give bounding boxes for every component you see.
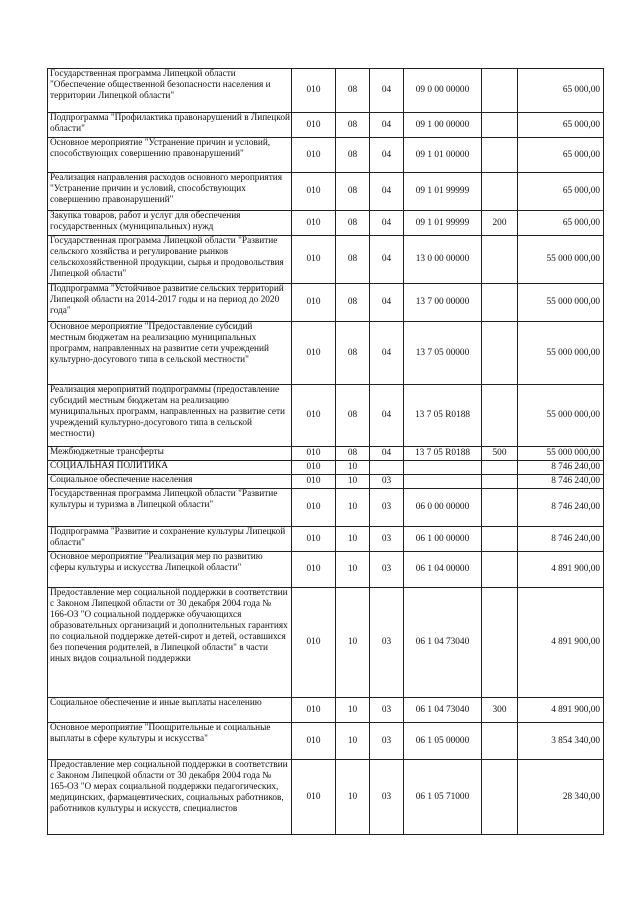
target-article-cell: 06 1 00 00000 — [404, 527, 482, 552]
row-name-cell: Основное мероприятие "Предоставление субсидий местным бюджетам на реализацию муниципальных программ, направленных на развитие сети учреждений культурно-досугового типа в сельской местности" — [48, 322, 292, 385]
table-row — [48, 211, 604, 236]
subsection-code-cell: 04 — [370, 69, 404, 113]
subsection-code-cell: 04 — [370, 447, 404, 461]
section-code-cell: 10 — [336, 489, 370, 527]
target-article-cell: 06 1 04 00000 — [404, 552, 482, 588]
expense-type-cell: 500 — [482, 447, 518, 461]
section-code-cell: 08 — [336, 173, 370, 211]
ministry-code-cell: 010 — [292, 723, 336, 760]
subsection-code-cell: 03 — [370, 760, 404, 835]
ministry-code-cell: 010 — [292, 527, 336, 552]
subsection-code-cell: 03 — [370, 489, 404, 527]
target-article-cell: 06 1 05 00000 — [404, 723, 482, 760]
table-row — [48, 489, 604, 527]
amount-cell: 28 340,00 — [518, 760, 604, 835]
ministry-code-cell: 010 — [292, 69, 336, 113]
target-article-cell: 09 1 01 99999 — [404, 211, 482, 236]
ministry-code-cell: 010 — [292, 760, 336, 835]
row-name-cell: СОЦИАЛЬНАЯ ПОЛИТИКА — [48, 461, 292, 475]
expense-type-cell — [482, 552, 518, 588]
table-row — [48, 173, 604, 211]
table-row — [48, 723, 604, 760]
subsection-code-cell: 03 — [370, 588, 404, 698]
table-row — [48, 138, 604, 173]
amount-cell: 8 746 240,00 — [518, 461, 604, 475]
ministry-code-cell: 010 — [292, 385, 336, 447]
ministry-code-cell: 010 — [292, 475, 336, 489]
section-code-cell: 08 — [336, 211, 370, 236]
ministry-code-cell: 010 — [292, 173, 336, 211]
amount-cell: 3 854 340,00 — [518, 723, 604, 760]
row-name-cell: Реализация мероприятий подпрограммы (предоставление субсидий местным бюджетам на реализацию муниципальных программ, направленных на развитие сети учреждений культурно-досугового типа в сельской местности) — [48, 385, 292, 447]
expense-type-cell — [482, 489, 518, 527]
target-article-cell — [404, 461, 482, 475]
table-row — [48, 588, 604, 698]
row-name-cell: Основное мероприятие "Реализация мер по развитию сферы культуры и искусства Липецкой области" — [48, 552, 292, 588]
table-row — [48, 385, 604, 447]
amount-cell: 55 000 000,00 — [518, 236, 604, 284]
amount-cell: 8 746 240,00 — [518, 527, 604, 552]
row-name-cell: Государственная программа Липецкой области "Развитие сельского хозяйства и регулирование рынков сельскохозяйственной продукции, сырья и продовольствия Липецкой области" — [48, 236, 292, 284]
ministry-code-cell: 010 — [292, 698, 336, 723]
row-name-cell: Подпрограмма "Развитие и сохранение культуры Липецкой области" — [48, 527, 292, 552]
target-article-cell: 13 7 00 00000 — [404, 284, 482, 322]
table-row — [48, 461, 604, 475]
subsection-code-cell: 03 — [370, 552, 404, 588]
row-name-cell: Предоставление мер социальной поддержки в соответствии с Законом Липецкой области от 30 декабря 2004 года № 165-ОЗ "О мерах социальной поддержки педагогических, медицинских, фармацевтических, социальных работников, работников культуры и искусств, специалистов — [48, 760, 292, 835]
subsection-code-cell: 03 — [370, 475, 404, 489]
section-code-cell: 10 — [336, 723, 370, 760]
target-article-cell: 06 1 05 71000 — [404, 760, 482, 835]
ministry-code-cell: 010 — [292, 236, 336, 284]
subsection-code-cell: 04 — [370, 173, 404, 211]
row-name-cell: Предоставление мер социальной поддержки в соответствии с Законом Липецкой области от 30 декабря 2004 года № 166-ОЗ "О социальной поддержке обучающихся образовательных организаций и дополнительных гарантиях по социальной поддержке детей-сирот и детей, оставшихся без попечения родителей, в Липецкой области" в части иных видов социальной поддержки — [48, 588, 292, 698]
section-code-cell: 08 — [336, 69, 370, 113]
row-name-cell: Реализация направления расходов основного мероприятия "Устранение причин и условий, способствующих совершению правонарушений" — [48, 173, 292, 211]
expense-type-cell — [482, 138, 518, 173]
table-row — [48, 527, 604, 552]
amount-cell: 8 746 240,00 — [518, 489, 604, 527]
expense-type-cell — [482, 322, 518, 385]
section-code-cell: 10 — [336, 698, 370, 723]
subsection-code-cell: 04 — [370, 113, 404, 138]
amount-cell: 55 000 000,00 — [518, 447, 604, 461]
ministry-code-cell: 010 — [292, 322, 336, 385]
amount-cell: 8 746 240,00 — [518, 475, 604, 489]
section-code-cell: 10 — [336, 527, 370, 552]
row-name-cell: Социальное обеспечение и иные выплаты населению — [48, 698, 292, 723]
ministry-code-cell: 010 — [292, 552, 336, 588]
ministry-code-cell: 010 — [292, 113, 336, 138]
table-row — [48, 69, 604, 113]
section-code-cell: 08 — [336, 138, 370, 173]
subsection-code-cell: 04 — [370, 138, 404, 173]
target-article-cell: 09 1 01 99999 — [404, 173, 482, 211]
subsection-code-cell: 04 — [370, 236, 404, 284]
amount-cell: 55 000 000,00 — [518, 322, 604, 385]
section-code-cell: 08 — [336, 284, 370, 322]
target-article-cell: 09 1 00 00000 — [404, 113, 482, 138]
row-name-cell: Государственная программа Липецкой области "Развитие культуры и туризма в Липецкой области" — [48, 489, 292, 527]
expense-type-cell — [482, 236, 518, 284]
target-article-cell: 09 0 00 00000 — [404, 69, 482, 113]
target-article-cell: 13 7 05 R0188 — [404, 447, 482, 461]
amount-cell: 65 000,00 — [518, 173, 604, 211]
amount-cell: 65 000,00 — [518, 69, 604, 113]
table-row — [48, 447, 604, 461]
section-code-cell: 08 — [336, 113, 370, 138]
subsection-code-cell: 04 — [370, 211, 404, 236]
amount-cell: 55 000 000,00 — [518, 284, 604, 322]
table-row — [48, 475, 604, 489]
subsection-code-cell: 04 — [370, 284, 404, 322]
subsection-code-cell: 03 — [370, 527, 404, 552]
expense-type-cell — [482, 385, 518, 447]
section-code-cell: 08 — [336, 322, 370, 385]
row-name-cell: Социальное обеспечение населения — [48, 475, 292, 489]
subsection-code-cell: 03 — [370, 723, 404, 760]
target-article-cell: 13 7 05 00000 — [404, 322, 482, 385]
table-row — [48, 552, 604, 588]
section-code-cell: 10 — [336, 588, 370, 698]
amount-cell: 4 891 900,00 — [518, 698, 604, 723]
table-row — [48, 322, 604, 385]
row-name-cell: Закупка товаров, работ и услуг для обеспечения государственных (муниципальных) нужд — [48, 211, 292, 236]
section-code-cell: 10 — [336, 461, 370, 475]
expense-type-cell — [482, 475, 518, 489]
expense-type-cell: 200 — [482, 211, 518, 236]
table-row — [48, 698, 604, 723]
amount-cell: 65 000,00 — [518, 138, 604, 173]
expense-type-cell — [482, 173, 518, 211]
ministry-code-cell: 010 — [292, 588, 336, 698]
ministry-code-cell: 010 — [292, 211, 336, 236]
amount-cell: 4 891 900,00 — [518, 588, 604, 698]
row-name-cell: Основное мероприятие "Поощрительные и социальные выплаты в сфере культуры и искусства" — [48, 723, 292, 760]
section-code-cell: 10 — [336, 760, 370, 835]
amount-cell: 65 000,00 — [518, 113, 604, 138]
expense-type-cell — [482, 284, 518, 322]
target-article-cell: 09 1 01 00000 — [404, 138, 482, 173]
expense-type-cell — [482, 723, 518, 760]
ministry-code-cell: 010 — [292, 447, 336, 461]
subsection-code-cell: 03 — [370, 698, 404, 723]
expense-type-cell — [482, 461, 518, 475]
table-body — [48, 69, 604, 835]
table-row — [48, 236, 604, 284]
row-name-cell: Межбюджетные трансферты — [48, 447, 292, 461]
section-code-cell: 08 — [336, 447, 370, 461]
expense-type-cell — [482, 69, 518, 113]
table-row — [48, 284, 604, 322]
ministry-code-cell: 010 — [292, 461, 336, 475]
ministry-code-cell: 010 — [292, 489, 336, 527]
target-article-cell: 13 0 00 00000 — [404, 236, 482, 284]
expense-type-cell: 300 — [482, 698, 518, 723]
row-name-cell: Основное мероприятие "Устранение причин и условий, способствующих совершению правонарушений" — [48, 138, 292, 173]
row-name-cell: Подпрограмма "Профилактика правонарушений в Липецкой области" — [48, 113, 292, 138]
target-article-cell: 13 7 05 R0188 — [404, 385, 482, 447]
section-code-cell: 08 — [336, 236, 370, 284]
amount-cell: 65 000,00 — [518, 211, 604, 236]
row-name-cell: Государственная программа Липецкой области "Обеспечение общественной безопасности населения и территории Липецкой области" — [48, 69, 292, 113]
amount-cell: 55 000 000,00 — [518, 385, 604, 447]
ministry-code-cell: 010 — [292, 284, 336, 322]
section-code-cell: 10 — [336, 475, 370, 489]
table-row — [48, 113, 604, 138]
expense-type-cell — [482, 588, 518, 698]
amount-cell: 4 891 900,00 — [518, 552, 604, 588]
subsection-code-cell: 04 — [370, 322, 404, 385]
target-article-cell — [404, 475, 482, 489]
section-code-cell: 10 — [336, 552, 370, 588]
subsection-code-cell — [370, 461, 404, 475]
table-row — [48, 760, 604, 835]
target-article-cell: 06 0 00 00000 — [404, 489, 482, 527]
section-code-cell: 08 — [336, 385, 370, 447]
expense-type-cell — [482, 113, 518, 138]
expense-type-cell — [482, 760, 518, 835]
budget-table — [47, 68, 604, 835]
row-name-cell: Подпрограмма "Устойчивое развитие сельских территорий Липецкой области на 2014-2017 годы и на период до 2020 года" — [48, 284, 292, 322]
subsection-code-cell: 04 — [370, 385, 404, 447]
target-article-cell: 06 1 04 73040 — [404, 588, 482, 698]
expense-type-cell — [482, 527, 518, 552]
target-article-cell: 06 1 04 73040 — [404, 698, 482, 723]
ministry-code-cell: 010 — [292, 138, 336, 173]
